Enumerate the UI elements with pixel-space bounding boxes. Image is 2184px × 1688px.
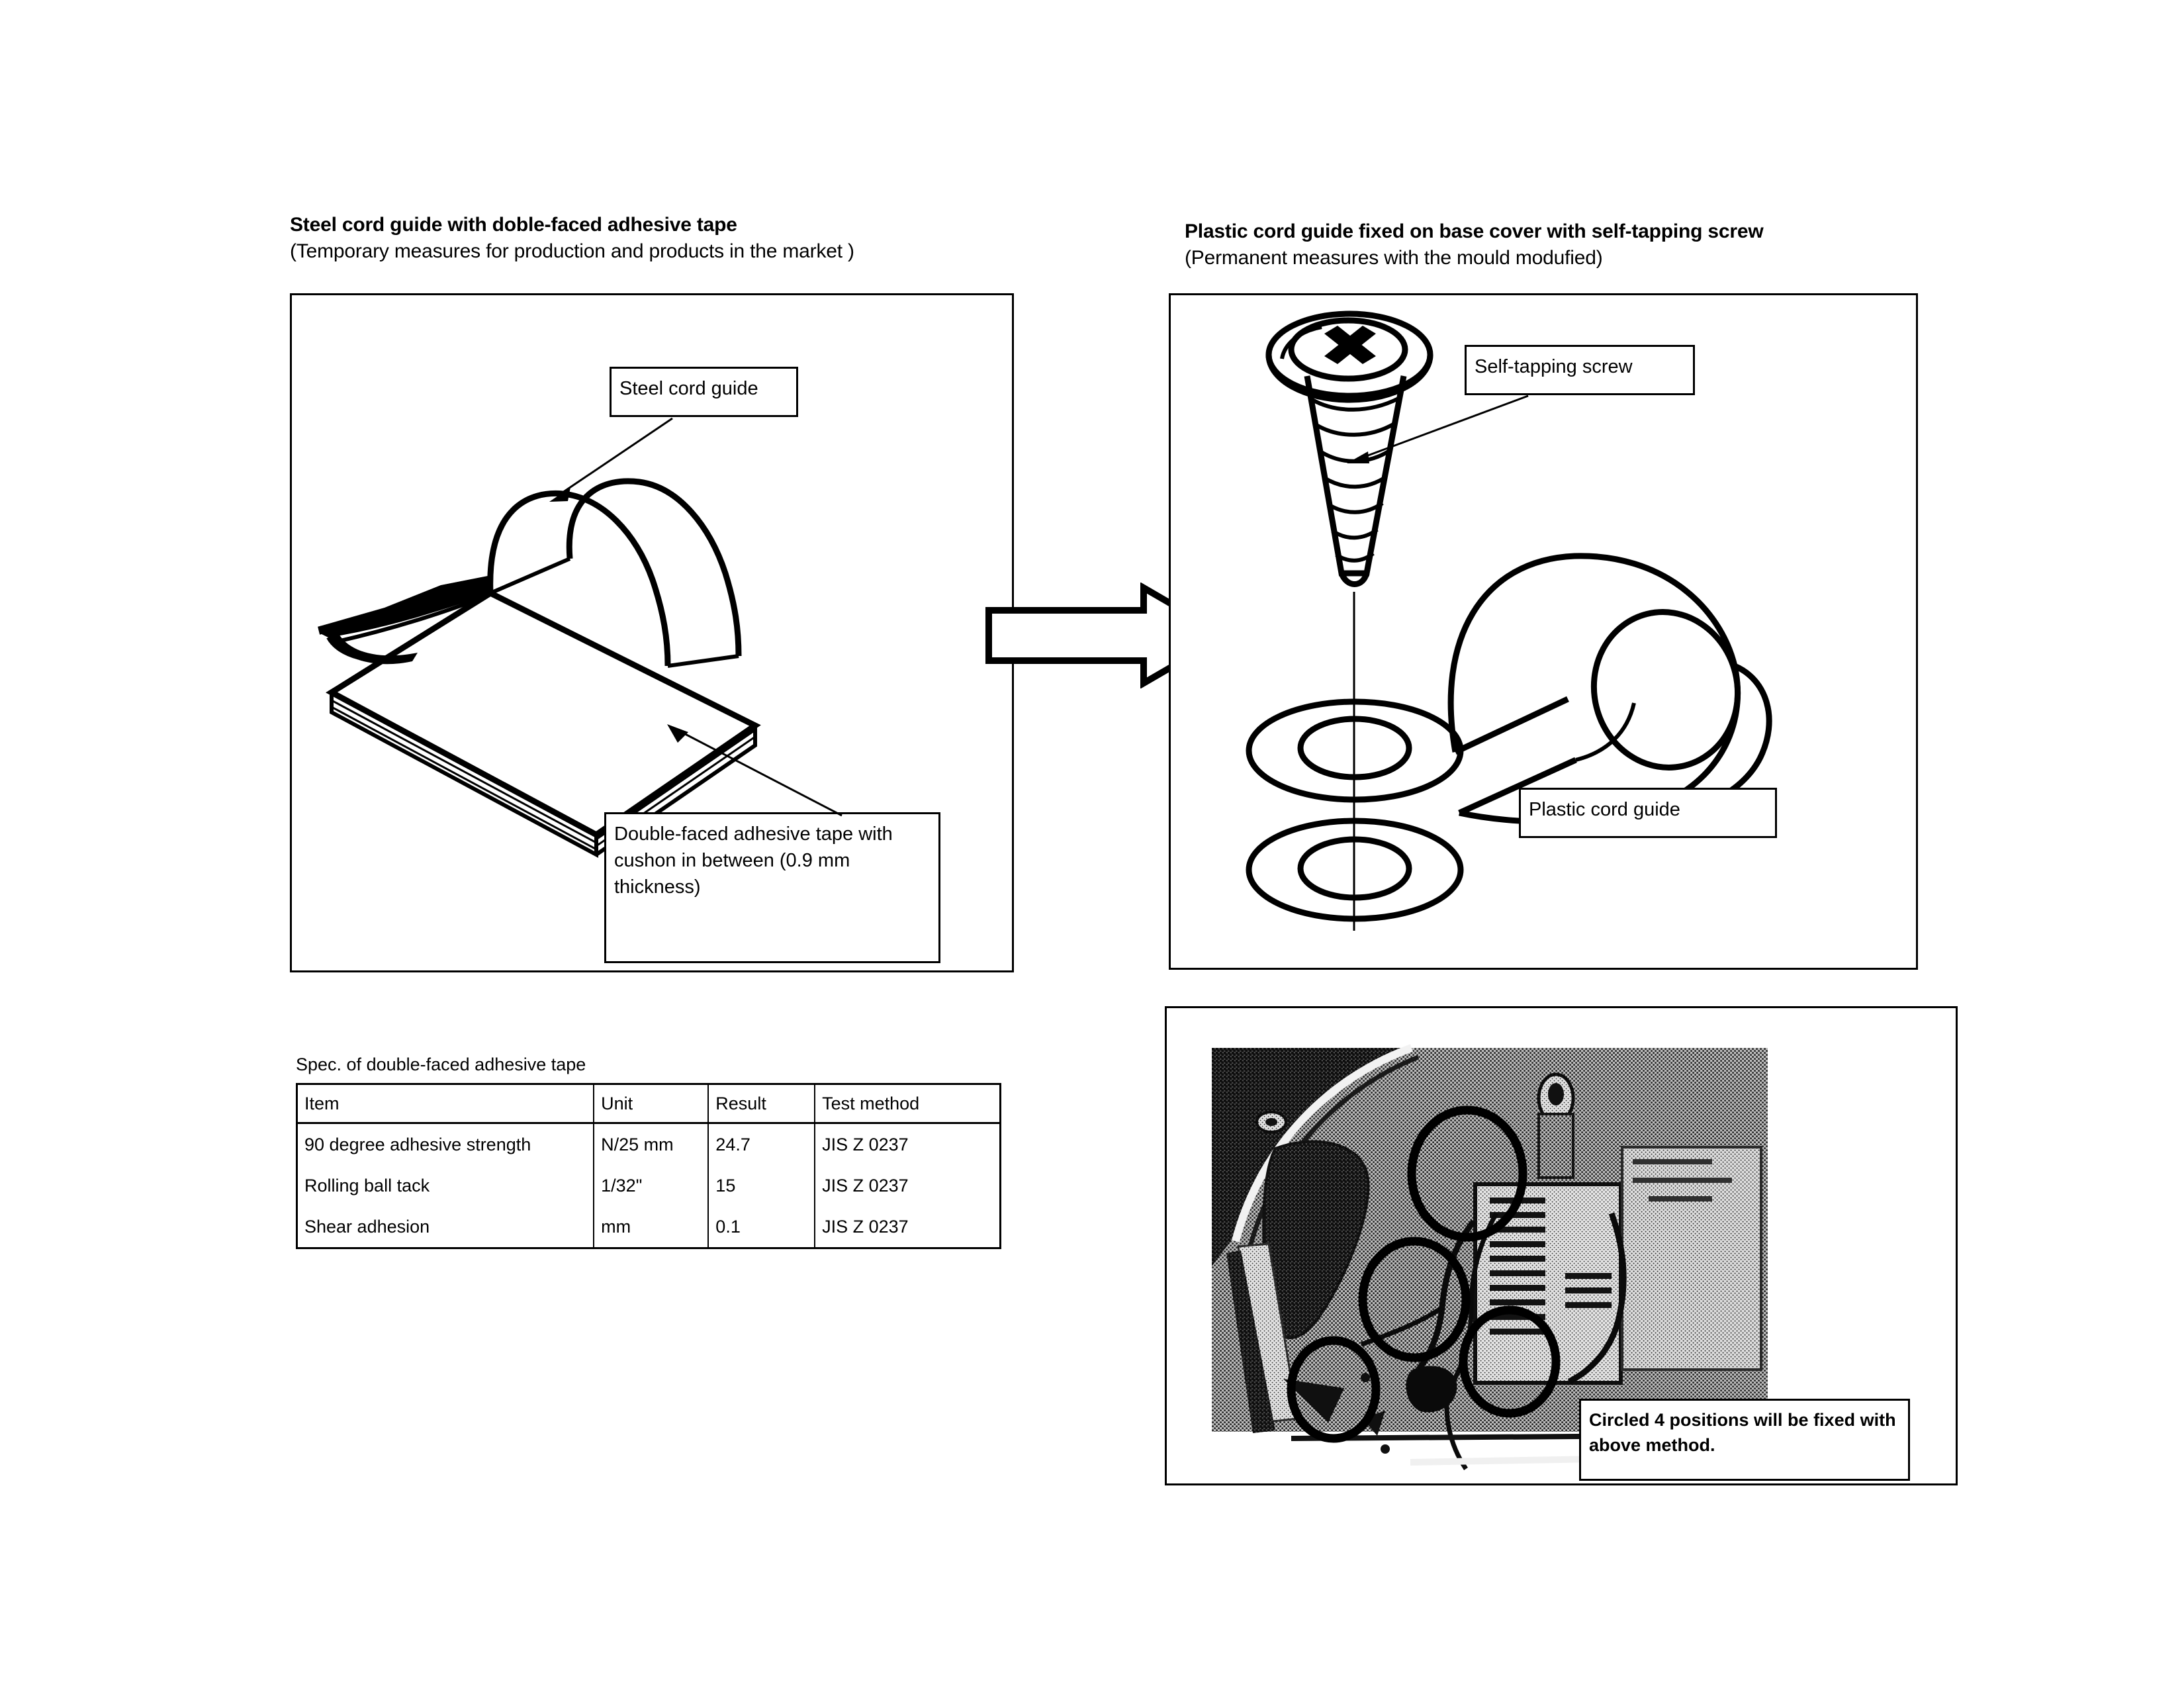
right-heading-title: Plastic cord guide fixed on base cover with self-tapping screw [1185,220,1764,242]
left-heading-subtitle: (Temporary measures for production and products in the market ) [290,240,854,262]
callout-self-tapping-screw-label: Self-tapping screw [1475,356,1633,377]
leader-steel-cord-guide [543,410,675,516]
left-section-heading [290,212,854,265]
spec-cell-item: Shear adhesion [297,1206,594,1248]
table-row [297,1165,1001,1206]
spec-table-header-row [297,1084,1001,1123]
spec-cell-method: JIS Z 0237 [815,1206,1000,1248]
spec-col-result: Result [708,1084,815,1123]
callout-self-tapping-screw [1465,345,1695,395]
spec-col-item: Item [297,1084,594,1123]
spec-cell-item: 90 degree adhesive strength [297,1123,594,1166]
callout-adhesive-tape-label: Double-faced adhesive tape with cushon in between (0.9 mm thickness) [614,823,893,898]
table-row [297,1123,1001,1166]
leader-adhesive-tape [662,722,847,821]
right-section-heading [1185,218,1764,271]
spec-cell-unit: 1/32" [594,1165,708,1206]
right-heading-subtitle: (Permanent measures with the mould modufied) [1185,247,1603,269]
callout-circled-positions [1579,1399,1910,1481]
spec-table-caption: Spec. of double-faced adhesive tape [296,1055,586,1074]
plastic-cord-guide-drawing [1171,295,1916,968]
spec-cell-result: 24.7 [708,1123,815,1166]
spec-table [296,1083,1001,1249]
spec-col-method: Test method [815,1084,1000,1123]
spec-cell-result: 15 [708,1165,815,1206]
callout-steel-cord-guide-label: Steel cord guide [619,378,758,399]
callout-adhesive-tape [604,812,940,963]
spec-cell-method: JIS Z 0237 [815,1123,1000,1166]
leader-self-tapping-screw [1340,391,1532,470]
spec-cell-item: Rolling ball tack [297,1165,594,1206]
table-row [297,1206,1001,1248]
callout-plastic-cord-guide [1519,788,1777,838]
callout-steel-cord-guide [610,367,798,417]
callout-plastic-cord-guide-label: Plastic cord guide [1529,799,1680,820]
spec-cell-result: 0.1 [708,1206,815,1248]
spec-cell-unit: N/25 mm [594,1123,708,1166]
spec-cell-method: JIS Z 0237 [815,1165,1000,1206]
callout-circled-positions-label: Circled 4 positions will be fixed with above method. [1589,1410,1896,1455]
spec-cell-unit: mm [594,1206,708,1248]
left-heading-title: Steel cord guide with doble-faced adhesive tape [290,214,737,236]
spec-col-unit: Unit [594,1084,708,1123]
